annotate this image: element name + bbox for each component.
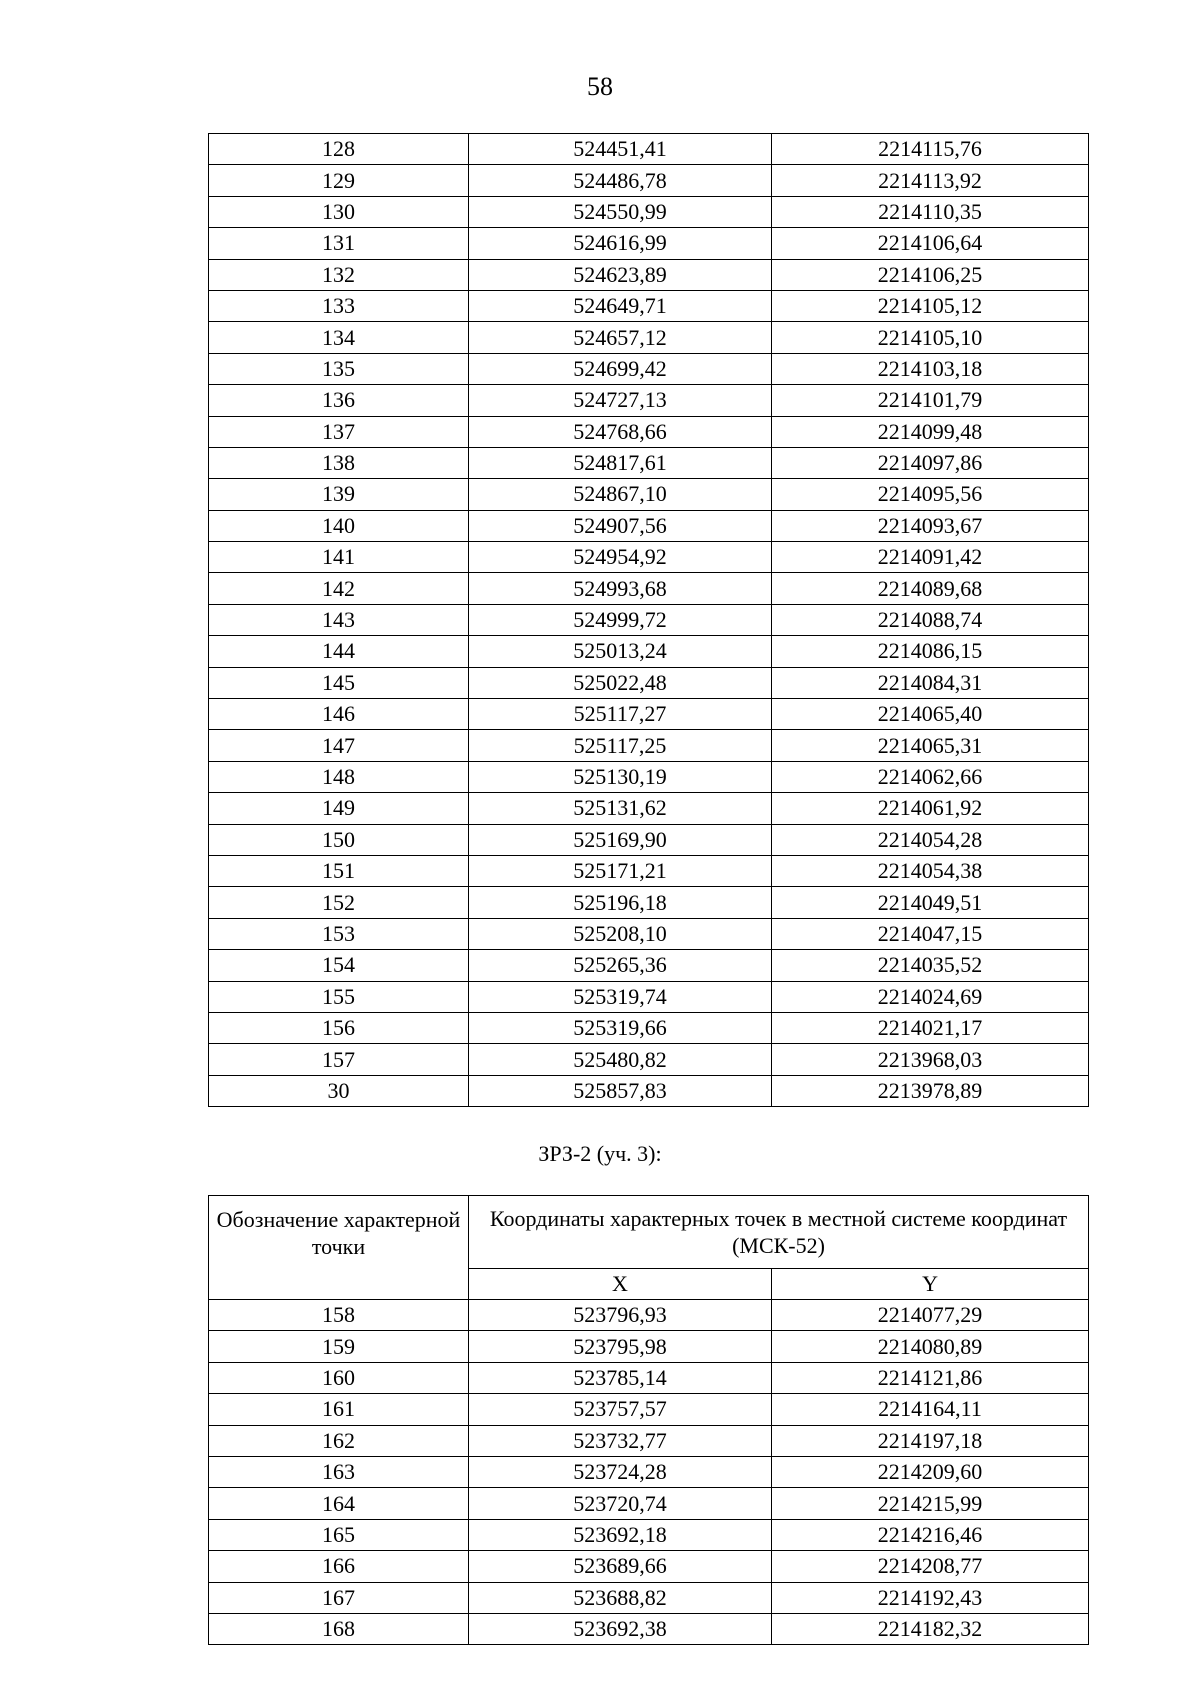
y-coordinate-cell: 2214192,43 [772, 1582, 1089, 1613]
point-number-cell: 146 [209, 699, 469, 730]
x-coordinate-cell: 525117,25 [469, 730, 772, 761]
y-coordinate-cell: 2213978,89 [772, 1075, 1089, 1106]
point-number-cell: 157 [209, 1044, 469, 1075]
x-coordinate-cell: 525171,21 [469, 855, 772, 886]
y-coordinate-cell: 2214164,11 [772, 1394, 1089, 1425]
x-coordinate-cell: 524954,92 [469, 542, 772, 573]
y-coordinate-cell: 2214091,42 [772, 542, 1089, 573]
point-number-cell: 142 [209, 573, 469, 604]
point-number-cell: 139 [209, 479, 469, 510]
table-row [209, 981, 1089, 1012]
point-number-cell: 133 [209, 290, 469, 321]
point-number-cell: 162 [209, 1425, 469, 1456]
table-row [209, 196, 1089, 227]
x-coordinate-cell: 525319,74 [469, 981, 772, 1012]
x-coordinate-cell: 525130,19 [469, 761, 772, 792]
point-number-cell: 164 [209, 1488, 469, 1519]
table-row [209, 855, 1089, 886]
point-number-cell: 136 [209, 385, 469, 416]
point-number-cell: 161 [209, 1394, 469, 1425]
table-row [209, 918, 1089, 949]
table-row [209, 510, 1089, 541]
y-coordinate-cell: 2214061,92 [772, 793, 1089, 824]
point-number-cell: 135 [209, 353, 469, 384]
x-coordinate-cell: 525857,83 [469, 1075, 772, 1106]
coordinates-table-body [209, 134, 1089, 1107]
table-row [209, 950, 1089, 981]
x-coordinate-cell: 523724,28 [469, 1456, 772, 1487]
point-number-cell: 129 [209, 165, 469, 196]
x-coordinate-cell: 524486,78 [469, 165, 772, 196]
x-coordinate-cell: 525196,18 [469, 887, 772, 918]
point-number-cell: 140 [209, 510, 469, 541]
y-coordinate-cell: 2214095,56 [772, 479, 1089, 510]
point-number-cell: 145 [209, 667, 469, 698]
x-coordinate-cell: 524616,99 [469, 228, 772, 259]
table-row [209, 1394, 1089, 1425]
table-row [209, 322, 1089, 353]
page-number: 58 [587, 72, 613, 101]
point-number-cell: 138 [209, 447, 469, 478]
table-row [209, 353, 1089, 384]
y-coordinate-cell: 2214088,74 [772, 604, 1089, 635]
y-coordinate-cell: 2214049,51 [772, 887, 1089, 918]
y-coordinate-cell: 2214182,32 [772, 1613, 1089, 1644]
point-number-cell: 128 [209, 134, 469, 165]
x-coordinate-cell: 524623,89 [469, 259, 772, 290]
x-coordinate-cell: 523732,77 [469, 1425, 772, 1456]
x-coordinate-cell: 524817,61 [469, 447, 772, 478]
x-coordinate-cell: 525169,90 [469, 824, 772, 855]
table-header-row [209, 1196, 1089, 1269]
x-coordinate-cell: 525117,27 [469, 699, 772, 730]
table-row [209, 1613, 1089, 1644]
point-number-cell: 152 [209, 887, 469, 918]
coordinates-table-continued [208, 133, 1089, 1107]
y-coordinate-cell: 2214080,89 [772, 1331, 1089, 1362]
y-coordinate-cell: 2214097,86 [772, 447, 1089, 478]
y-coordinate-cell: 2214054,28 [772, 824, 1089, 855]
y-coordinate-cell: 2214089,68 [772, 573, 1089, 604]
y-coordinate-cell: 2214110,35 [772, 196, 1089, 227]
x-coordinate-cell: 523796,93 [469, 1300, 772, 1331]
coordinates-table-body [209, 1300, 1089, 1645]
table-row [209, 761, 1089, 792]
x-coordinate-cell: 523795,98 [469, 1331, 772, 1362]
table-row [209, 290, 1089, 321]
x-coordinate-cell: 524451,41 [469, 134, 772, 165]
y-coordinate-cell: 2214115,76 [772, 134, 1089, 165]
point-number-cell: 167 [209, 1582, 469, 1613]
x-coordinate-cell: 525319,66 [469, 1012, 772, 1043]
y-coordinate-cell: 2214035,52 [772, 950, 1089, 981]
header-y: Y [772, 1269, 1089, 1300]
point-number-cell: 150 [209, 824, 469, 855]
x-coordinate-cell: 525022,48 [469, 667, 772, 698]
point-number-cell: 165 [209, 1519, 469, 1550]
table-row [209, 1425, 1089, 1456]
y-coordinate-cell: 2214065,31 [772, 730, 1089, 761]
point-number-cell: 163 [209, 1456, 469, 1487]
y-coordinate-cell: 2214215,99 [772, 1488, 1089, 1519]
point-number-cell: 154 [209, 950, 469, 981]
x-coordinate-cell: 523757,57 [469, 1394, 772, 1425]
table-row [209, 1331, 1089, 1362]
point-number-cell: 30 [209, 1075, 469, 1106]
y-coordinate-cell: 2214209,60 [772, 1456, 1089, 1487]
table-row [209, 793, 1089, 824]
x-coordinate-cell: 524993,68 [469, 573, 772, 604]
table-row [209, 636, 1089, 667]
x-coordinate-cell: 523689,66 [469, 1551, 772, 1582]
y-coordinate-cell: 2214113,92 [772, 165, 1089, 196]
x-coordinate-cell: 523688,82 [469, 1582, 772, 1613]
point-number-cell: 153 [209, 918, 469, 949]
y-coordinate-cell: 2214024,69 [772, 981, 1089, 1012]
y-coordinate-cell: 2214101,79 [772, 385, 1089, 416]
point-number-cell: 158 [209, 1300, 469, 1331]
table-row [209, 1456, 1089, 1487]
x-coordinate-cell: 524699,42 [469, 353, 772, 384]
x-coordinate-cell: 525131,62 [469, 793, 772, 824]
table-row [209, 667, 1089, 698]
y-coordinate-cell: 2214216,46 [772, 1519, 1089, 1550]
table-row [209, 479, 1089, 510]
y-coordinate-cell: 2214054,38 [772, 855, 1089, 886]
x-coordinate-cell: 523785,14 [469, 1362, 772, 1393]
x-coordinate-cell: 525013,24 [469, 636, 772, 667]
y-coordinate-cell: 2213968,03 [772, 1044, 1089, 1075]
point-number-cell: 160 [209, 1362, 469, 1393]
point-number-cell: 149 [209, 793, 469, 824]
point-number-cell: 151 [209, 855, 469, 886]
point-number-cell: 144 [209, 636, 469, 667]
x-coordinate-cell: 523720,74 [469, 1488, 772, 1519]
table-row [209, 1551, 1089, 1582]
point-number-cell: 137 [209, 416, 469, 447]
y-coordinate-cell: 2214086,15 [772, 636, 1089, 667]
point-number-cell: 147 [209, 730, 469, 761]
point-number-cell: 141 [209, 542, 469, 573]
point-number-cell: 155 [209, 981, 469, 1012]
x-coordinate-cell: 524727,13 [469, 385, 772, 416]
table-row [209, 1488, 1089, 1519]
table-row [209, 604, 1089, 635]
point-number-cell: 159 [209, 1331, 469, 1362]
point-number-cell: 130 [209, 196, 469, 227]
x-coordinate-cell: 523692,38 [469, 1613, 772, 1644]
header-coordinates: Координаты характерных точек в местной системе координат (МСК-52) [469, 1196, 1089, 1269]
table-row [209, 1582, 1089, 1613]
y-coordinate-cell: 2214105,12 [772, 290, 1089, 321]
table-row [209, 447, 1089, 478]
point-number-cell: 143 [209, 604, 469, 635]
table-row [209, 134, 1089, 165]
y-coordinate-cell: 2214197,18 [772, 1425, 1089, 1456]
x-coordinate-cell: 525208,10 [469, 918, 772, 949]
x-coordinate-cell: 525480,82 [469, 1044, 772, 1075]
coordinates-table-zrz2 [208, 1195, 1089, 1645]
y-coordinate-cell: 2214093,67 [772, 510, 1089, 541]
point-number-cell: 148 [209, 761, 469, 792]
table-row [209, 165, 1089, 196]
x-coordinate-cell: 524649,71 [469, 290, 772, 321]
section-title: ЗРЗ-2 (уч. 3): [538, 1141, 662, 1166]
y-coordinate-cell: 2214121,86 [772, 1362, 1089, 1393]
table-row [209, 416, 1089, 447]
table-row [209, 887, 1089, 918]
x-coordinate-cell: 523692,18 [469, 1519, 772, 1550]
y-coordinate-cell: 2214103,18 [772, 353, 1089, 384]
y-coordinate-cell: 2214065,40 [772, 699, 1089, 730]
table-row [209, 1012, 1089, 1043]
y-coordinate-cell: 2214106,64 [772, 228, 1089, 259]
x-coordinate-cell: 524550,99 [469, 196, 772, 227]
table-row [209, 259, 1089, 290]
y-coordinate-cell: 2214106,25 [772, 259, 1089, 290]
header-x: X [469, 1269, 772, 1300]
header-point-designation: Обозначение характерной точки [209, 1196, 469, 1300]
table-row [209, 1044, 1089, 1075]
table-row [209, 228, 1089, 259]
point-number-cell: 132 [209, 259, 469, 290]
x-coordinate-cell: 524768,66 [469, 416, 772, 447]
x-coordinate-cell: 524907,56 [469, 510, 772, 541]
point-number-cell: 168 [209, 1613, 469, 1644]
point-number-cell: 166 [209, 1551, 469, 1582]
table-row [209, 1362, 1089, 1393]
point-number-cell: 131 [209, 228, 469, 259]
table-row [209, 573, 1089, 604]
table-row [209, 699, 1089, 730]
point-number-cell: 156 [209, 1012, 469, 1043]
table-row [209, 1519, 1089, 1550]
x-coordinate-cell: 524867,10 [469, 479, 772, 510]
y-coordinate-cell: 2214084,31 [772, 667, 1089, 698]
y-coordinate-cell: 2214208,77 [772, 1551, 1089, 1582]
table-row [209, 1075, 1089, 1106]
point-number-cell: 134 [209, 322, 469, 353]
y-coordinate-cell: 2214099,48 [772, 416, 1089, 447]
x-coordinate-cell: 524657,12 [469, 322, 772, 353]
table-row [209, 542, 1089, 573]
table-row [209, 1300, 1089, 1331]
x-coordinate-cell: 525265,36 [469, 950, 772, 981]
y-coordinate-cell: 2214021,17 [772, 1012, 1089, 1043]
table-row [209, 824, 1089, 855]
y-coordinate-cell: 2214105,10 [772, 322, 1089, 353]
y-coordinate-cell: 2214077,29 [772, 1300, 1089, 1331]
table-row [209, 730, 1089, 761]
x-coordinate-cell: 524999,72 [469, 604, 772, 635]
y-coordinate-cell: 2214062,66 [772, 761, 1089, 792]
table-row [209, 385, 1089, 416]
y-coordinate-cell: 2214047,15 [772, 918, 1089, 949]
